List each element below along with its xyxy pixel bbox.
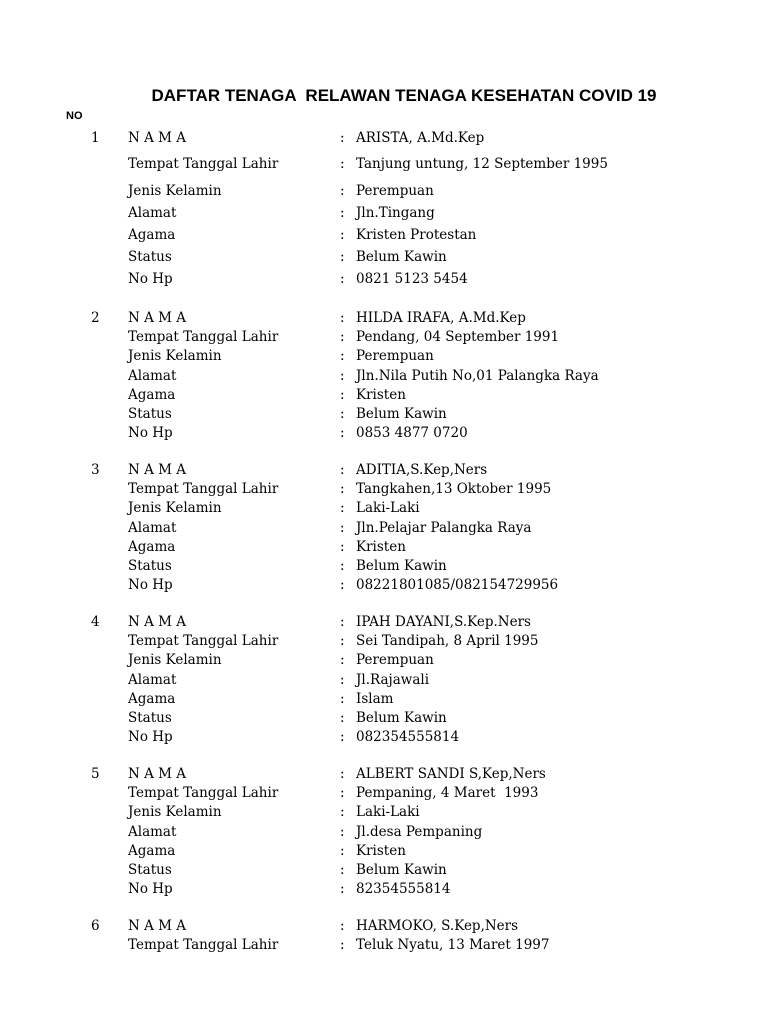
field-row (0, 729, 768, 748)
field-row (0, 271, 768, 290)
field-separator: : (340, 249, 345, 265)
field-value: Laki-Laki (356, 804, 420, 820)
field-label: Tempat Tanggal Lahir (128, 937, 279, 953)
field-row (0, 425, 768, 444)
field-value: Belum Kawin (356, 249, 447, 265)
field-separator: : (340, 520, 345, 536)
field-value: Kristen (356, 387, 406, 403)
entry-number: 4 (91, 614, 100, 630)
field-separator: : (340, 785, 345, 801)
field-value: Belum Kawin (356, 558, 447, 574)
field-label: Jenis Kelamin (128, 183, 222, 199)
field-label: Tempat Tanggal Lahir (128, 633, 279, 649)
field-row (0, 227, 768, 246)
field-separator: : (340, 310, 345, 326)
field-value: ADITIA,S.Kep,Ners (356, 462, 488, 478)
field-label: Status (128, 710, 172, 726)
field-separator: : (340, 425, 345, 441)
field-value: Sei Tandipah, 8 April 1995 (356, 633, 539, 649)
field-label: Jenis Kelamin (128, 804, 222, 820)
field-separator: : (340, 672, 345, 688)
field-row (0, 462, 768, 481)
field-value: ALBERT SANDI S,Kep,Ners (356, 766, 546, 782)
field-row (0, 500, 768, 519)
field-label: Agama (128, 691, 176, 707)
field-separator: : (340, 577, 345, 593)
entry-number: 5 (91, 766, 100, 782)
field-value: Kristen (356, 843, 406, 859)
field-label: N A M A (128, 130, 187, 146)
field-value: Jln.Pelajar Palangka Raya (356, 520, 532, 536)
field-separator: : (340, 652, 345, 668)
field-label: No Hp (128, 729, 173, 745)
field-label: Tempat Tanggal Lahir (128, 785, 279, 801)
entry-number: 2 (91, 310, 100, 326)
entry-number: 1 (91, 130, 100, 146)
field-separator: : (340, 710, 345, 726)
field-label: Agama (128, 539, 176, 555)
field-separator: : (340, 558, 345, 574)
field-value: Belum Kawin (356, 406, 447, 422)
field-value: Teluk Nyatu, 13 Maret 1997 (356, 937, 550, 953)
field-label: Alamat (128, 672, 177, 688)
field-value: HILDA IRAFA, A.Md.Kep (356, 310, 526, 326)
field-label: Status (128, 249, 172, 265)
field-separator: : (340, 462, 345, 478)
field-value: 08221801085/082154729956 (356, 577, 559, 593)
field-row (0, 387, 768, 406)
field-row (0, 710, 768, 729)
field-separator: : (340, 227, 345, 243)
field-row (0, 406, 768, 425)
field-row (0, 843, 768, 862)
field-row (0, 862, 768, 881)
field-row (0, 652, 768, 671)
field-label: Alamat (128, 824, 177, 840)
field-value: Perempuan (356, 652, 434, 668)
field-row (0, 156, 768, 175)
field-row (0, 633, 768, 652)
field-separator: : (340, 691, 345, 707)
field-separator: : (340, 862, 345, 878)
field-label: Jenis Kelamin (128, 652, 222, 668)
field-separator: : (340, 368, 345, 384)
field-value: ARISTA, A.Md.Kep (356, 130, 485, 146)
field-label: N A M A (128, 918, 187, 934)
field-value: IPAH DAYANI,S.Kep.Ners (356, 614, 531, 630)
field-label: No Hp (128, 881, 173, 897)
field-label: N A M A (128, 766, 187, 782)
field-value: 0853 4877 0720 (356, 425, 468, 441)
field-label: Alamat (128, 205, 177, 221)
field-separator: : (340, 937, 345, 953)
field-row (0, 183, 768, 202)
field-separator: : (340, 481, 345, 497)
field-label: Tempat Tanggal Lahir (128, 329, 279, 345)
field-separator: : (340, 729, 345, 745)
field-row (0, 249, 768, 268)
field-row (0, 539, 768, 558)
field-label: Alamat (128, 368, 177, 384)
field-value: HARMOKO, S.Kep,Ners (356, 918, 519, 934)
field-label: No Hp (128, 577, 173, 593)
field-value: Tangkahen,13 Oktober 1995 (356, 481, 552, 497)
field-separator: : (340, 348, 345, 364)
field-row (0, 672, 768, 691)
field-separator: : (340, 387, 345, 403)
field-separator: : (340, 824, 345, 840)
field-row (0, 937, 768, 956)
field-label: Status (128, 406, 172, 422)
field-separator: : (340, 205, 345, 221)
entry-number: 3 (91, 462, 100, 478)
field-row (0, 804, 768, 823)
field-separator: : (340, 183, 345, 199)
field-separator: : (340, 500, 345, 516)
field-value: 082354555814 (356, 729, 460, 745)
field-label: Jenis Kelamin (128, 348, 222, 364)
field-value: Perempuan (356, 348, 434, 364)
field-row (0, 691, 768, 710)
field-row (0, 881, 768, 900)
field-value: Tanjung untung, 12 September 1995 (356, 156, 608, 172)
field-row (0, 348, 768, 367)
field-value: Kristen (356, 539, 406, 555)
field-row (0, 558, 768, 577)
field-value: Perempuan (356, 183, 434, 199)
field-row (0, 520, 768, 539)
field-separator: : (340, 881, 345, 897)
field-row (0, 130, 768, 149)
field-row (0, 368, 768, 387)
field-label: Status (128, 862, 172, 878)
field-label: No Hp (128, 425, 173, 441)
field-value: Jl.Rajawali (356, 672, 430, 688)
field-value: Pempaning, 4 Maret 1993 (356, 785, 539, 801)
field-separator: : (340, 271, 345, 287)
field-row (0, 824, 768, 843)
field-label: N A M A (128, 614, 187, 630)
field-separator: : (340, 329, 345, 345)
field-row (0, 481, 768, 500)
field-row (0, 766, 768, 785)
field-label: Tempat Tanggal Lahir (128, 481, 279, 497)
field-separator: : (340, 766, 345, 782)
field-value: Belum Kawin (356, 710, 447, 726)
field-value: Jl.desa Pempaning (356, 824, 483, 840)
field-separator: : (340, 130, 345, 146)
field-value: Jln.Tingang (356, 205, 435, 221)
field-value: Islam (356, 691, 394, 707)
field-label: Status (128, 558, 172, 574)
field-value: Kristen Protestan (356, 227, 477, 243)
field-value: Pendang, 04 September 1991 (356, 329, 560, 345)
field-row (0, 785, 768, 804)
field-row (0, 310, 768, 329)
field-row (0, 614, 768, 633)
field-label: Alamat (128, 520, 177, 536)
entry-number: 6 (91, 918, 100, 934)
field-value: 0821 5123 5454 (356, 271, 468, 287)
field-label: Jenis Kelamin (128, 500, 222, 516)
field-value: 82354555814 (356, 881, 451, 897)
field-label: Tempat Tanggal Lahir (128, 156, 279, 172)
field-separator: : (340, 614, 345, 630)
field-row (0, 918, 768, 937)
field-separator: : (340, 804, 345, 820)
field-row (0, 205, 768, 224)
field-label: Agama (128, 843, 176, 859)
field-label: Agama (128, 227, 176, 243)
field-label: N A M A (128, 310, 187, 326)
field-separator: : (340, 156, 345, 172)
field-separator: : (340, 633, 345, 649)
field-value: Laki-Laki (356, 500, 420, 516)
field-label: No Hp (128, 271, 173, 287)
field-separator: : (340, 918, 345, 934)
field-row (0, 577, 768, 596)
document-title: DAFTAR TENAGA RELAWAN TENAGA KESEHATAN COVID 19 (151, 86, 657, 105)
field-row (0, 329, 768, 348)
field-separator: : (340, 406, 345, 422)
field-label: Agama (128, 387, 176, 403)
field-value: Jln.Nila Putih No,01 Palangka Raya (356, 368, 599, 384)
field-label: N A M A (128, 462, 187, 478)
no-column-header: NO (66, 110, 83, 122)
field-separator: : (340, 539, 345, 555)
field-separator: : (340, 843, 345, 859)
field-value: Belum Kawin (356, 862, 447, 878)
